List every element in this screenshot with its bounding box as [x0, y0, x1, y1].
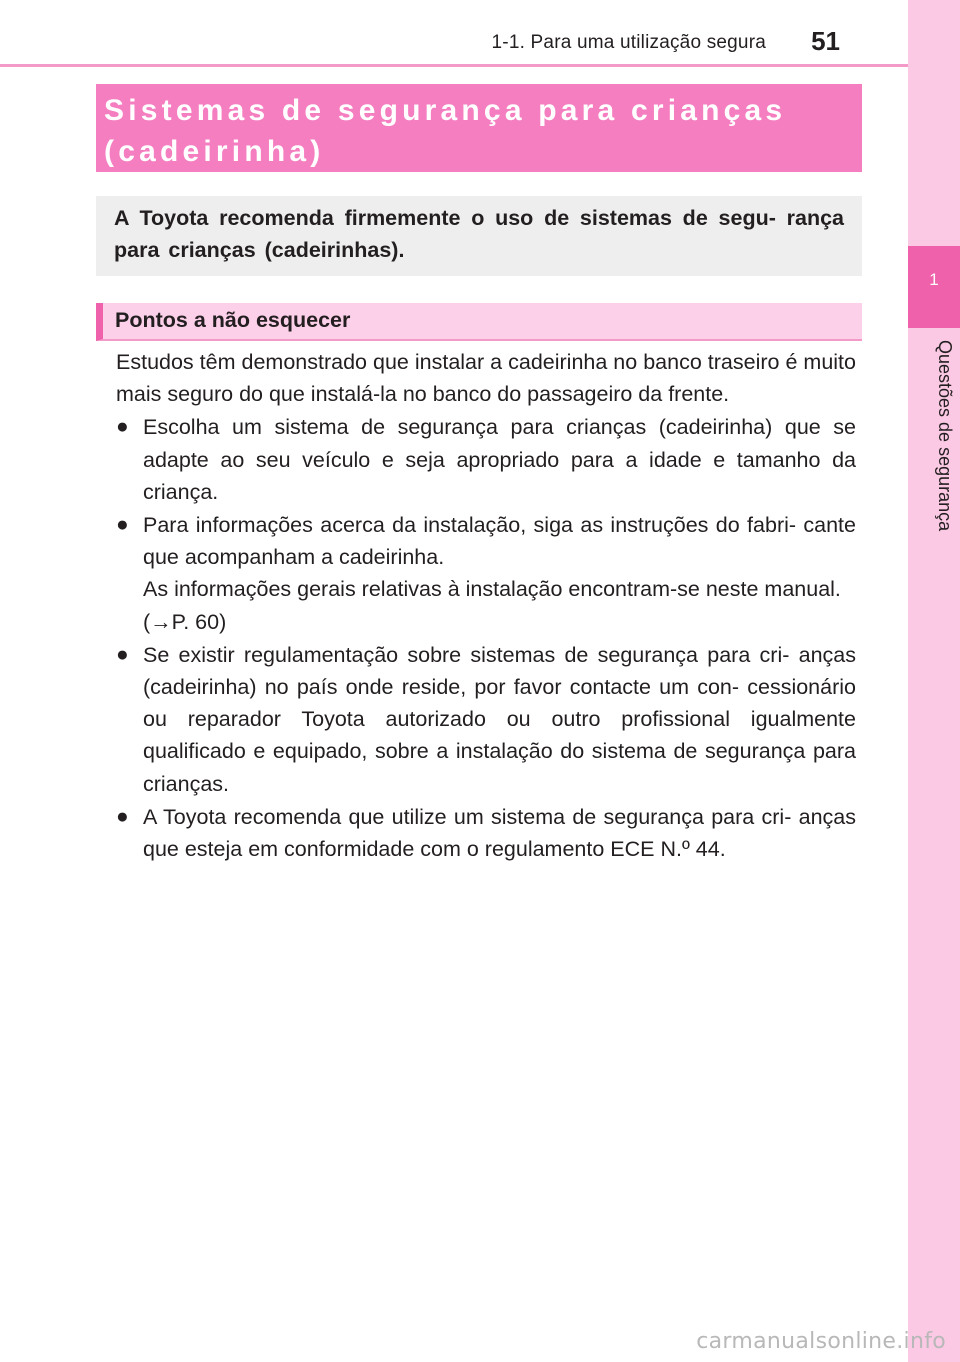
section-title-bar	[96, 84, 862, 172]
body-content	[116, 346, 856, 865]
side-tab-band	[908, 0, 960, 1362]
bullet-item-2	[116, 509, 856, 573]
section-title-line-1: Sistemas de segurança para crianças	[104, 94, 787, 127]
bullet-text: Para informações acerca da instalação, siga as instruções do fabri- cante que acompanham a cadeirinha.	[143, 513, 856, 570]
page-reference-link[interactable]: (→P. 60)	[143, 609, 227, 634]
chapter-number: 1	[929, 270, 939, 289]
subheading-text: Pontos a não esquecer	[115, 308, 351, 332]
header-rule	[0, 64, 908, 67]
bullet-icon: ●	[116, 513, 129, 537]
intro-box	[96, 196, 862, 276]
page-number: 51	[811, 26, 840, 56]
section-title-line-2: (cadeirinha)	[104, 135, 325, 168]
site-watermark: carmanualsonline.info	[696, 1329, 946, 1354]
bullet-text: Escolha um sistema de segurança para crianças (cadeirinha) que se adapte ao seu veículo e seja apropriado para a idade e tamanho da criança.	[143, 415, 856, 504]
page-header	[0, 0, 908, 68]
bullet-item-4	[116, 801, 856, 865]
intro-text: A Toyota recomenda firmemente o uso de sistemas de segu- rança para crianças (cadeirinhas).	[114, 206, 844, 262]
bullet-item-3	[116, 639, 856, 800]
chapter-title: Questões de segurança	[935, 340, 955, 532]
bullet-icon: ●	[116, 415, 129, 439]
subheading-bar	[96, 303, 862, 341]
section-label: 1-1. Para uma utilização segura	[491, 32, 766, 53]
bullet-text: Se existir regulamentação sobre sistemas de segurança para cri- anças (cadeirinha) no país onde reside, por favor contacte um con- cessionário ou reparador Toyota autorizado ou outro profissional igualmente qualificado e equipado, sobre a instalação do sistema de segurança para crianças.	[143, 642, 856, 796]
bullet-text: A Toyota recomenda que utilize um sistema de segurança para cri- anças que esteja em conformidade com o regulamento ECE N.º 44.	[143, 804, 856, 862]
bullet-2-note: As informações gerais relativas à instalação encontram-se neste manual.	[143, 577, 841, 602]
bullet-icon: ●	[116, 804, 129, 828]
lead-paragraph: Estudos têm demonstrado que instalar a cadeirinha no banco traseiro é muito mais seguro do que instalá-la no banco do passageiro da frente.	[116, 350, 856, 407]
bullet-item-1	[116, 411, 856, 508]
chapter-tab[interactable]	[908, 246, 960, 328]
bullet-icon: ●	[116, 642, 129, 666]
